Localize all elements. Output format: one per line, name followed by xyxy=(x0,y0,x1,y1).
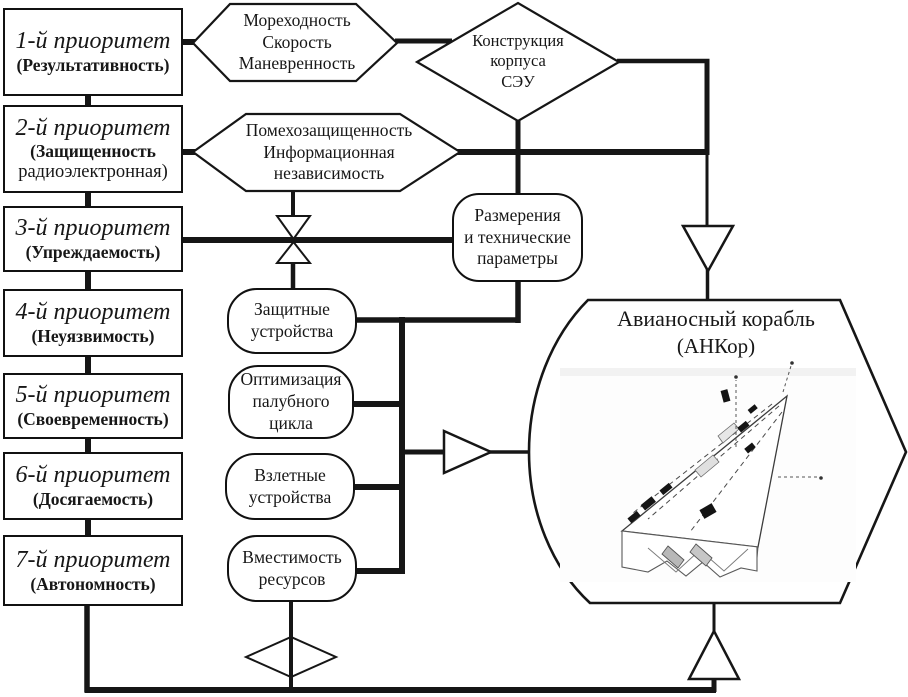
priority-box-5 xyxy=(3,373,183,439)
priority-subtitle: (Своевременность) xyxy=(17,409,169,430)
params-box: Размерения и технические параметры xyxy=(452,193,583,282)
priority-subtitle-2: радиоэлектронная) xyxy=(18,162,168,183)
priority-subtitle: (Досягаемость) xyxy=(32,489,154,510)
result-title: Авианосный корабль xyxy=(617,306,815,331)
priority-subtitle: (Автономность) xyxy=(30,573,156,594)
hexagon-1-label: Мореходность Скорость Маневренность xyxy=(238,10,356,74)
priority-box-3 xyxy=(3,206,183,272)
priority-title: 2-й приоритет xyxy=(15,114,171,141)
priority-title: 5-й приоритет xyxy=(15,382,171,409)
priority-box-4 xyxy=(3,289,183,357)
priority-subtitle: (Неуязвимость) xyxy=(31,326,155,347)
carrier-ship-image xyxy=(560,361,856,582)
priority-subtitle: (Упреждаемость) xyxy=(25,242,161,263)
priority-title: 6-й приоритет xyxy=(15,462,171,489)
feature-box-launch-devices: Взлетные устройства xyxy=(225,453,355,520)
priority-box-2 xyxy=(3,105,183,193)
priority-title: 7-й приоритет xyxy=(15,546,171,573)
amplifier-down-icon xyxy=(683,226,733,271)
priority-subtitle: (Результативность) xyxy=(16,55,170,76)
priority-title: 1-й приоритет xyxy=(15,28,171,55)
result-subtitle: (АНКор) xyxy=(676,334,756,358)
priority-box-6 xyxy=(3,452,183,520)
hexagon-2-label: Помехозащищенность Информационная независимость xyxy=(245,120,413,184)
amplifier-up-icon xyxy=(689,631,739,679)
priority-title: 4-й приоритет xyxy=(15,299,171,326)
priority-box-7 xyxy=(3,535,183,606)
design-diamond-label: Конструкция корпуса СЭУ xyxy=(472,31,564,91)
feature-box-deck-cycle: Оптимизация палубного цикла xyxy=(228,365,354,439)
priority-subtitle: (Защищенность xyxy=(30,141,156,162)
priority-box-1 xyxy=(3,8,183,96)
priority-title: 3-й приоритет xyxy=(15,215,171,242)
amplifier-right-icon xyxy=(444,431,491,473)
feature-box-resource-capacity: Вместимость ресурсов xyxy=(227,535,357,602)
feature-box-protective-devices: Защитные устройства xyxy=(227,288,357,354)
